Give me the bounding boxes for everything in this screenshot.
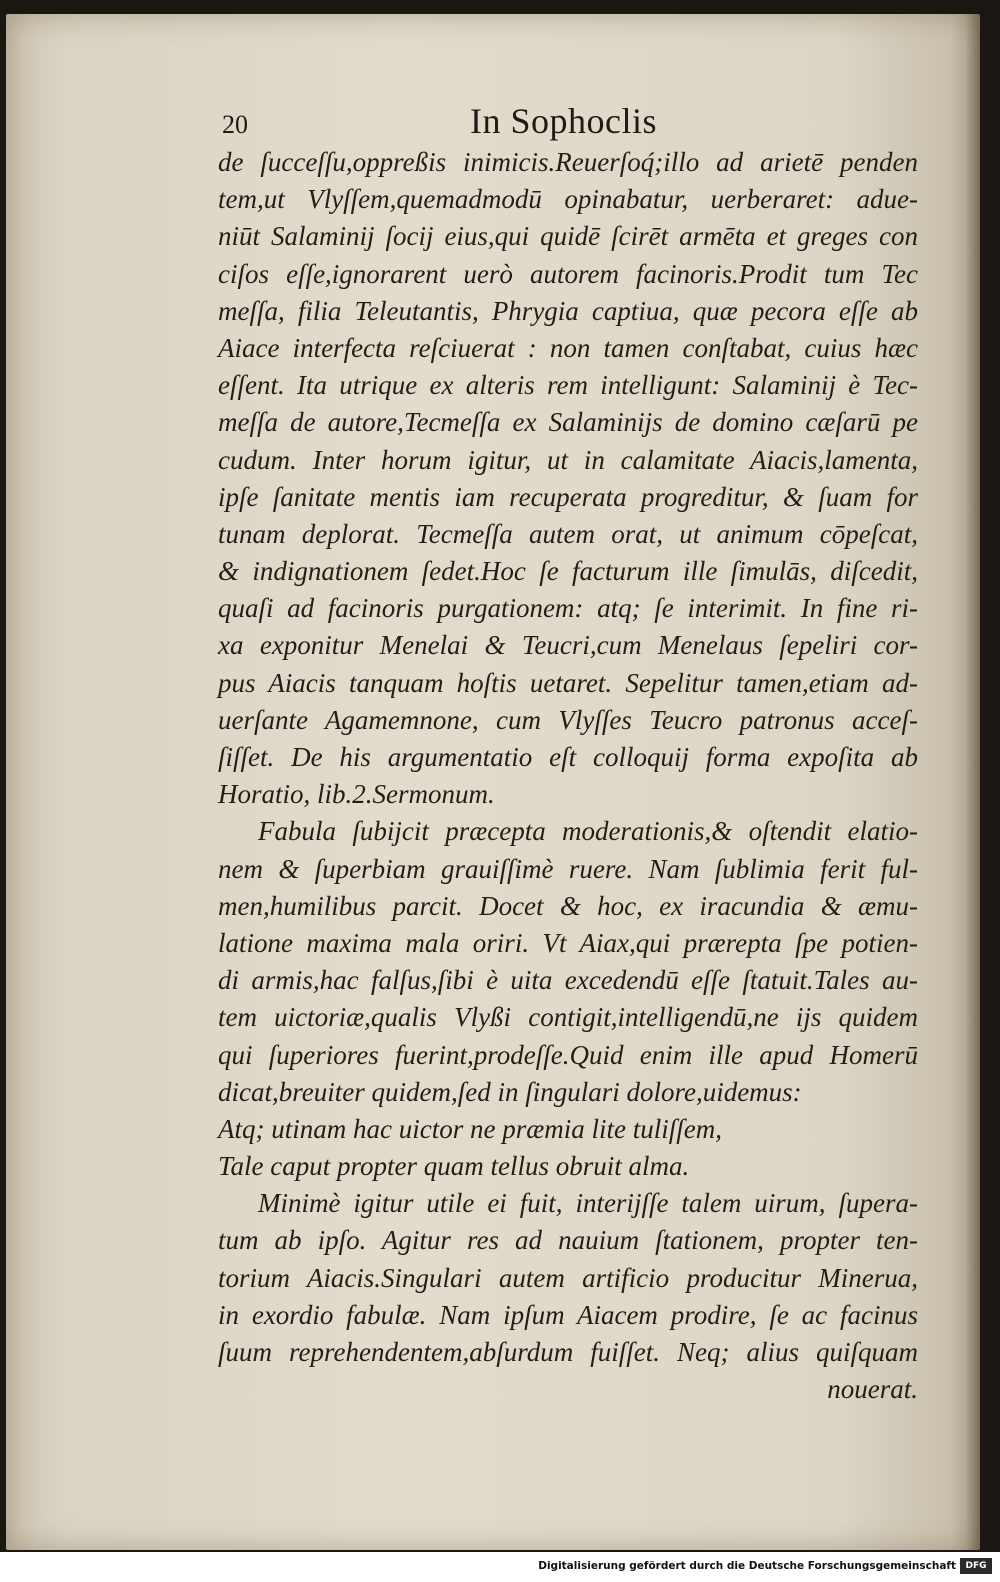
text-line: qui ſuperiores fuerint,prodeſſe.Quid enim ille apud Homerū <box>218 1039 918 1070</box>
funding-credit: Digitalisierung gefördert durch die Deutsche Forschungsgemeinschaft <box>538 1560 956 1572</box>
page-number: 20 <box>222 110 248 139</box>
text-line: cudum. Inter horum igitur, ut in calamitate Aiacis,lamenta, <box>218 444 918 475</box>
text-line: pus Aiacis tanquam hoſtis uetaret. Sepelitur tamen,etiam ad- <box>218 667 918 698</box>
page-header <box>222 100 912 148</box>
dfg-logo: DFG <box>960 1558 992 1574</box>
page-edge-shadow <box>966 14 980 1550</box>
text-line: dicat,breuiter quidem,ſed in ſingulari dolore,uidemus: <box>218 1076 802 1107</box>
text-line: di armis,hac falſus,ſibi è uita excedendū eſſe ſtatuit.Tales au- <box>218 965 918 996</box>
verse-line: Atq; utinam hac uictor ne præmia lite tuliſſem, <box>218 1113 722 1144</box>
text-line: tem,ut Vlyſſem,quemadmodū opinabatur, uerberaret: adue- <box>218 184 918 215</box>
text-line: eſſent. Ita utrique ex alteris rem intelligunt: Salaminij è Tec- <box>218 370 918 401</box>
text-line: tem uictoriæ,qualis Vlyßi contigit,intelligendū,ne ijs quidem <box>218 1002 918 1033</box>
text-line: ſiſſet. De his argumentatio eſt colloquij forma expoſita ab <box>218 742 918 772</box>
text-line: & indignationem ſedet.Hoc ſe facturum ille ſimulās, diſcedit, <box>218 556 918 587</box>
text-line: meſſa de autore,Tecmeſſa ex Salaminijs de domino cæſarū pe <box>218 407 918 438</box>
text-line: latione maxima mala oriri. Vt Aiax,qui prærepta ſpe potien- <box>218 927 918 958</box>
text-line: torium Aiacis.Singulari autem artificio producitur Minerua, <box>218 1262 918 1293</box>
text-line: ſuum reprehendentem,abſurdum fuiſſet. Neq; alius quiſquam <box>218 1337 918 1367</box>
catchword: nouerat. <box>827 1374 918 1405</box>
text-line: Minimè igitur utile ei fuit, interijſſe talem uirum, ſupera- <box>258 1188 918 1219</box>
text-line: de ſucceſſu,oppreßis inimicis.Reuerſoq́;illo ad arietē penden <box>218 147 918 177</box>
text-line: uerſante Agamemnone, cum Vlyſſes Teucro patronus acceſ- <box>218 704 918 735</box>
digitization-footer <box>0 1552 1000 1582</box>
text-line: Aiace interfecta reſciuerat : non tamen conſtabat, cuius hæc <box>218 332 918 363</box>
text-line: Horatio, lib.2.Sermonum. <box>218 779 495 810</box>
body-text <box>218 144 918 1408</box>
text-line: nem & ſuperbiam grauiſſimè ruere. Nam ſublimia ferit ful- <box>218 853 918 884</box>
text-line: meſſa, filia Teleutantis, Phrygia captiua, quæ pecora eſſe ab <box>218 295 918 326</box>
text-line: quaſi ad facinoris purgationem: atq; ſe interimit. In fine ri- <box>218 593 918 624</box>
text-line: ciſos eſſe,ignorarent uerò autorem facinoris.Prodit tum Tec <box>218 258 918 289</box>
text-line: ipſe ſanitate mentis iam recuperata progreditur, & ſuam for <box>218 481 918 512</box>
text-line: Fabula ſubijcit præcepta moderationis,& oſtendit elatio- <box>258 816 918 847</box>
text-line: in exordio fabulæ. Nam ipſum Aiacem prodire, ſe ac facinus <box>218 1299 918 1330</box>
text-line: tunam deplorat. Tecmeſſa autem orat, ut animum cōpeſcat, <box>218 518 918 549</box>
verse-line: Tale caput propter quam tellus obruit alma. <box>218 1151 690 1182</box>
text-line: men,humilibus parcit. Docet & hoc, ex iracundia & æmu- <box>218 890 918 921</box>
text-line: niūt Salaminij ſocij eius,qui quidē ſcirēt armēta et greges con <box>218 221 918 252</box>
text-line: tum ab ipſo. Agitur res ad nauium ſtationem, propter ten- <box>218 1225 918 1256</box>
text-line: xa exponitur Menelai & Teucri,cum Menelaus ſepeliri cor- <box>218 630 918 661</box>
running-title: In Sophoclis <box>470 101 658 141</box>
